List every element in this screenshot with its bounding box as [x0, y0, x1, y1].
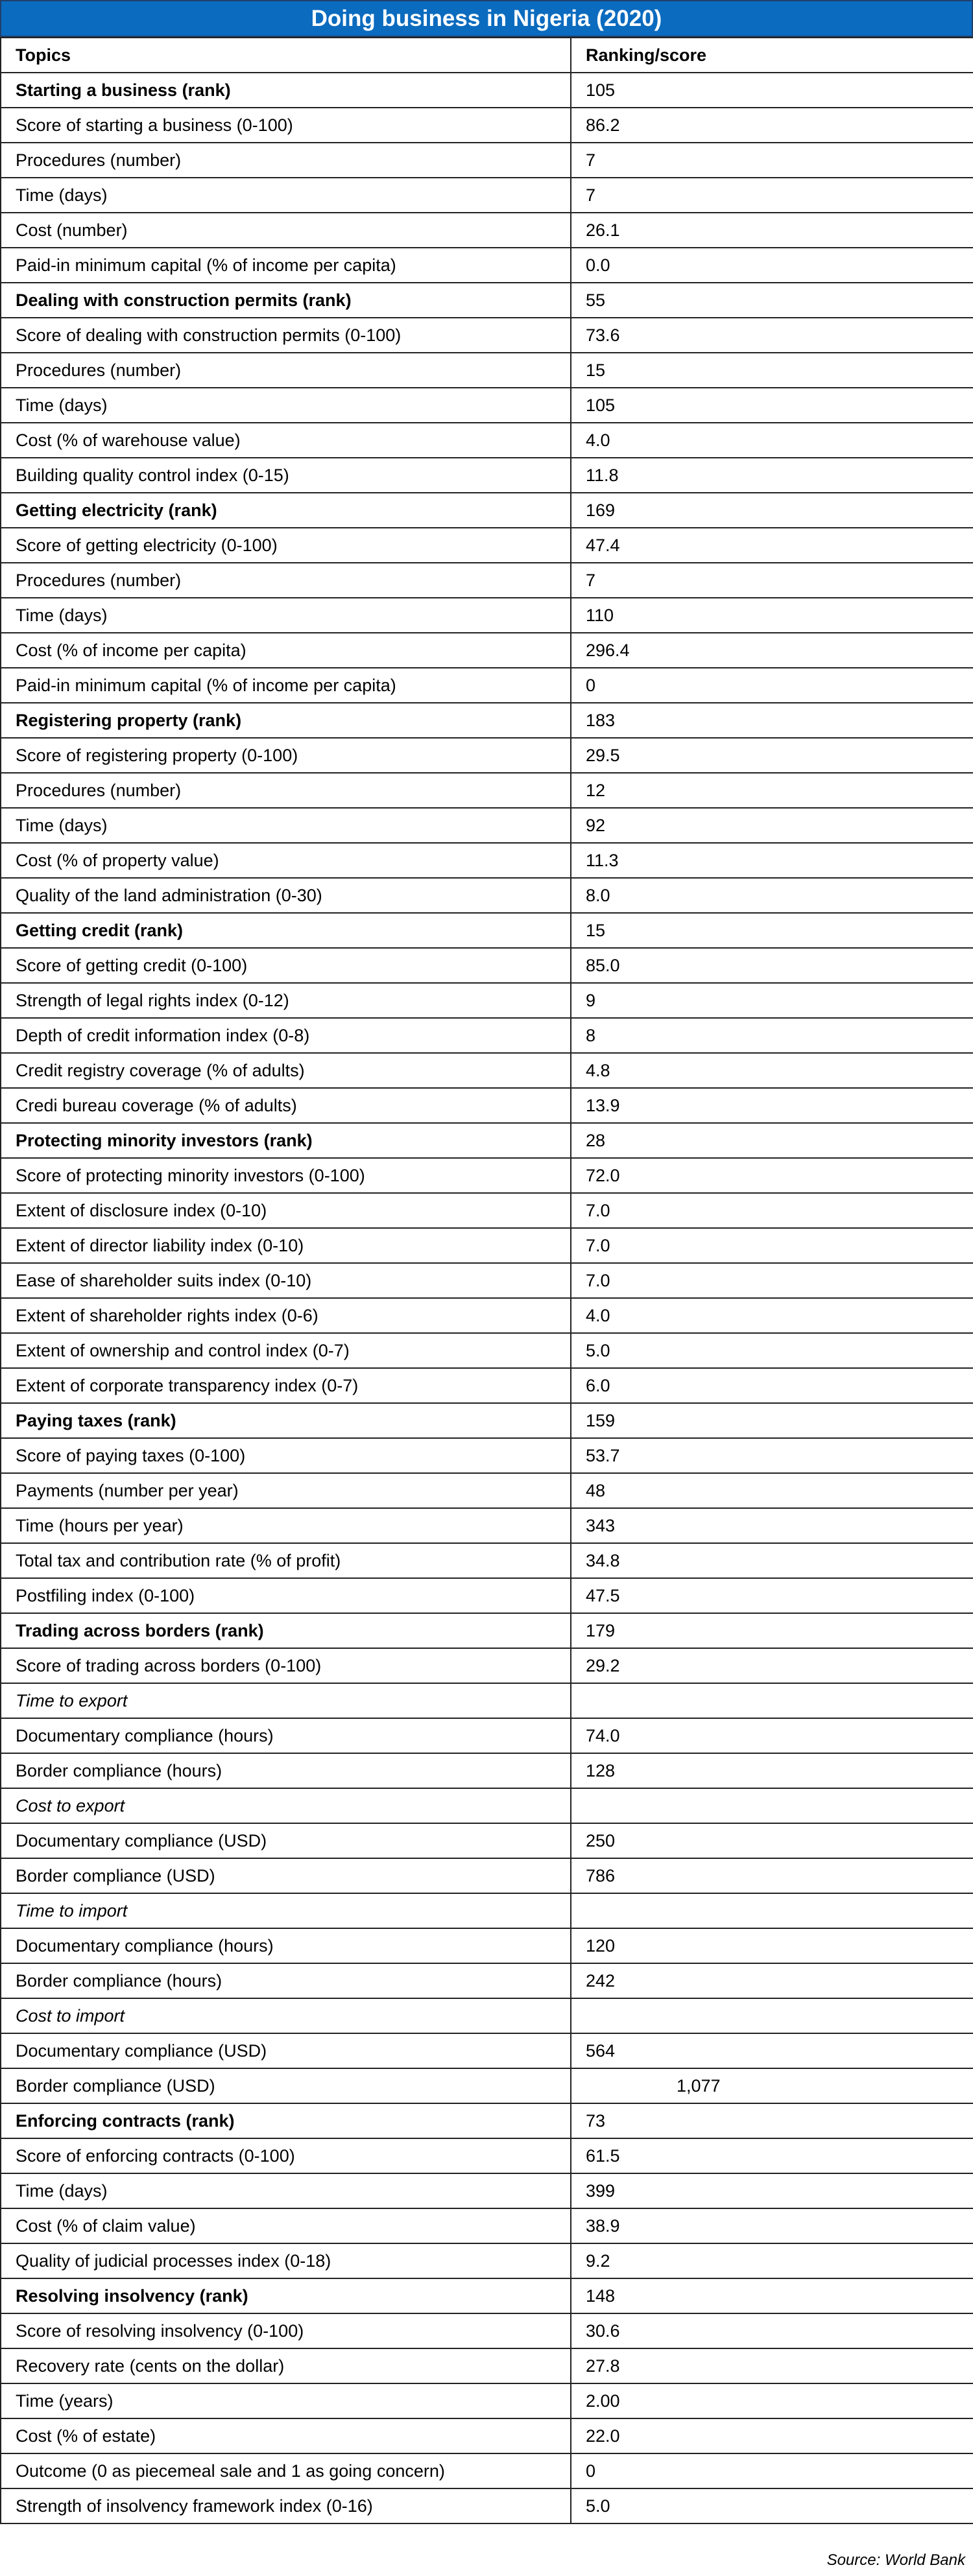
table-row [1, 248, 973, 283]
value-cell: 47.4 [571, 528, 973, 563]
value-cell: 179 [571, 1613, 973, 1648]
value-cell: 30.6 [571, 2313, 973, 2348]
value-cell: 183 [571, 703, 973, 738]
table-row [1, 2243, 973, 2278]
table-row-rank [1, 2278, 973, 2313]
header-ranking-score: Ranking/score [571, 38, 973, 73]
value-cell: 4.0 [571, 1298, 973, 1333]
table-row-subheading [1, 1683, 973, 1718]
topic-cell: Border compliance (hours) [1, 1963, 571, 1998]
value-cell: 105 [571, 388, 973, 423]
table-row [1, 388, 973, 423]
table-row-rank [1, 703, 973, 738]
table-row [1, 1368, 973, 1403]
topic-cell: Score of registering property (0-100) [1, 738, 571, 773]
value-cell: 4.8 [571, 1053, 973, 1088]
topic-cell: Score of dealing with construction permits (0-100) [1, 318, 571, 353]
value-cell: 5.0 [571, 1333, 973, 1368]
value-cell: 148 [571, 2278, 973, 2313]
table-row [1, 1193, 973, 1228]
topic-cell: Paying taxes (rank) [1, 1403, 571, 1438]
table-row [1, 2383, 973, 2418]
topic-cell: Ease of shareholder suits index (0-10) [1, 1263, 571, 1298]
topic-cell: Strength of insolvency framework index (0-16) [1, 2488, 571, 2523]
value-cell: 1,077 [571, 2068, 973, 2103]
table-row [1, 2068, 973, 2103]
topic-cell: Time (days) [1, 388, 571, 423]
value-cell: 7 [571, 178, 973, 213]
table-row [1, 808, 973, 843]
table-row [1, 1438, 973, 1473]
table-row [1, 2453, 973, 2488]
value-cell: 110 [571, 598, 973, 633]
value-cell: 6.0 [571, 1368, 973, 1403]
value-cell: 15 [571, 913, 973, 948]
topic-cell: Border compliance (hours) [1, 1753, 571, 1788]
table-row [1, 1753, 973, 1788]
table-row [1, 948, 973, 983]
value-cell: 61.5 [571, 2138, 973, 2173]
table-row [1, 1228, 973, 1263]
topic-cell: Outcome (0 as piecemeal sale and 1 as going concern) [1, 2453, 571, 2488]
value-cell: 26.1 [571, 213, 973, 248]
topic-cell: Score of getting credit (0-100) [1, 948, 571, 983]
topic-cell: Postfiling index (0-100) [1, 1578, 571, 1613]
value-cell: 105 [571, 73, 973, 108]
topic-cell: Border compliance (USD) [1, 1858, 571, 1893]
table-row [1, 108, 973, 143]
topic-cell: Getting credit (rank) [1, 913, 571, 948]
topic-cell: Extent of ownership and control index (0-7) [1, 1333, 571, 1368]
table-row [1, 633, 973, 668]
value-cell: 92 [571, 808, 973, 843]
table-row-subheading [1, 1893, 973, 1928]
topic-cell: Starting a business (rank) [1, 73, 571, 108]
topic-cell: Paid-in minimum capital (% of income per capita) [1, 668, 571, 703]
value-cell: 47.5 [571, 1578, 973, 1613]
table-row-rank [1, 1123, 973, 1158]
topic-cell: Cost (number) [1, 213, 571, 248]
table-row [1, 1858, 973, 1893]
header-topics: Topics [1, 38, 571, 73]
topic-cell: Time (days) [1, 598, 571, 633]
table-row [1, 2138, 973, 2173]
topic-cell: Score of resolving insolvency (0-100) [1, 2313, 571, 2348]
value-cell [571, 1998, 973, 2033]
topic-cell: Documentary compliance (hours) [1, 1718, 571, 1753]
table-row [1, 738, 973, 773]
value-cell: 22.0 [571, 2418, 973, 2453]
table-row [1, 2348, 973, 2383]
topic-cell: Score of getting electricity (0-100) [1, 528, 571, 563]
topic-cell: Score of trading across borders (0-100) [1, 1648, 571, 1683]
table-row [1, 143, 973, 178]
table-row [1, 878, 973, 913]
topic-cell: Protecting minority investors (rank) [1, 1123, 571, 1158]
value-cell: 85.0 [571, 948, 973, 983]
value-cell: 296.4 [571, 633, 973, 668]
topic-cell: Cost (% of claim value) [1, 2208, 571, 2243]
table-row-rank [1, 913, 973, 948]
value-cell: 72.0 [571, 1158, 973, 1193]
topic-cell: Time (days) [1, 178, 571, 213]
topic-cell: Quality of judicial processes index (0-18) [1, 2243, 571, 2278]
topic-cell: Credi bureau coverage (% of adults) [1, 1088, 571, 1123]
topic-cell: Documentary compliance (hours) [1, 1928, 571, 1963]
value-cell: 7.0 [571, 1228, 973, 1263]
topic-cell: Enforcing contracts (rank) [1, 2103, 571, 2138]
value-cell: 48 [571, 1473, 973, 1508]
topic-cell: Time to import [1, 1893, 571, 1928]
topic-cell: Getting electricity (rank) [1, 493, 571, 528]
topic-cell: Cost to import [1, 1998, 571, 2033]
value-cell: 15 [571, 353, 973, 388]
value-cell: 2.00 [571, 2383, 973, 2418]
table-row [1, 598, 973, 633]
table-row-rank [1, 1403, 973, 1438]
topic-cell: Credit registry coverage (% of adults) [1, 1053, 571, 1088]
topic-cell: Resolving insolvency (rank) [1, 2278, 571, 2313]
value-cell: 8.0 [571, 878, 973, 913]
topic-cell: Building quality control index (0-15) [1, 458, 571, 493]
value-cell: 169 [571, 493, 973, 528]
value-cell: 786 [571, 1858, 973, 1893]
topic-cell: Time to export [1, 1683, 571, 1718]
value-cell: 27.8 [571, 2348, 973, 2383]
topic-cell: Payments (number per year) [1, 1473, 571, 1508]
table-row [1, 1508, 973, 1543]
table-title: Doing business in Nigeria (2020) [0, 0, 973, 37]
topic-cell: Documentary compliance (USD) [1, 2033, 571, 2068]
topic-cell: Border compliance (USD) [1, 2068, 571, 2103]
value-cell [571, 1683, 973, 1718]
table-row [1, 318, 973, 353]
value-cell: 73 [571, 2103, 973, 2138]
topic-cell: Time (days) [1, 808, 571, 843]
table-row [1, 1543, 973, 1578]
value-cell: 86.2 [571, 108, 973, 143]
topic-cell: Procedures (number) [1, 563, 571, 598]
table-row [1, 1263, 973, 1298]
table-row [1, 528, 973, 563]
table-row [1, 983, 973, 1018]
value-cell: 8 [571, 1018, 973, 1053]
value-cell: 29.2 [571, 1648, 973, 1683]
table-row [1, 1648, 973, 1683]
topic-cell: Cost (% of property value) [1, 843, 571, 878]
value-cell: 9.2 [571, 2243, 973, 2278]
value-cell: 0 [571, 668, 973, 703]
table-row [1, 458, 973, 493]
value-cell: 7.0 [571, 1193, 973, 1228]
topic-cell: Cost to export [1, 1788, 571, 1823]
topic-cell: Strength of legal rights index (0-12) [1, 983, 571, 1018]
table-row [1, 1473, 973, 1508]
table-row [1, 2173, 973, 2208]
topic-cell: Extent of director liability index (0-10) [1, 1228, 571, 1263]
table-row [1, 1578, 973, 1613]
value-cell: 38.9 [571, 2208, 973, 2243]
table-row [1, 2033, 973, 2068]
value-cell: 11.8 [571, 458, 973, 493]
value-cell: 0 [571, 2453, 973, 2488]
topic-cell: Registering property (rank) [1, 703, 571, 738]
topic-cell: Time (days) [1, 2173, 571, 2208]
table-row [1, 353, 973, 388]
value-cell: 0.0 [571, 248, 973, 283]
topic-cell: Paid-in minimum capital (% of income per capita) [1, 248, 571, 283]
topic-cell: Cost (% of income per capita) [1, 633, 571, 668]
table-row-rank [1, 1613, 973, 1648]
table-row [1, 668, 973, 703]
value-cell: 4.0 [571, 423, 973, 458]
table-row [1, 2418, 973, 2453]
topic-cell: Procedures (number) [1, 773, 571, 808]
topic-cell: Score of protecting minority investors (0-100) [1, 1158, 571, 1193]
value-cell: 74.0 [571, 1718, 973, 1753]
table-row [1, 1018, 973, 1053]
value-cell: 13.9 [571, 1088, 973, 1123]
value-cell: 12 [571, 773, 973, 808]
topic-cell: Trading across borders (rank) [1, 1613, 571, 1648]
table-row-rank [1, 493, 973, 528]
topic-cell: Time (years) [1, 2383, 571, 2418]
table-header-row [1, 38, 973, 73]
table-body [1, 38, 973, 2523]
value-cell: 9 [571, 983, 973, 1018]
value-cell: 7 [571, 563, 973, 598]
table-row [1, 423, 973, 458]
table-row [1, 1053, 973, 1088]
value-cell: 34.8 [571, 1543, 973, 1578]
topic-cell: Score of enforcing contracts (0-100) [1, 2138, 571, 2173]
topic-cell: Cost (% of warehouse value) [1, 423, 571, 458]
topic-cell: Procedures (number) [1, 353, 571, 388]
table-row [1, 843, 973, 878]
topic-cell: Cost (% of estate) [1, 2418, 571, 2453]
topic-cell: Recovery rate (cents on the dollar) [1, 2348, 571, 2383]
value-cell: 7 [571, 143, 973, 178]
table-row [1, 1718, 973, 1753]
table-row [1, 2313, 973, 2348]
topic-cell: Time (hours per year) [1, 1508, 571, 1543]
value-cell [571, 1788, 973, 1823]
value-cell: 564 [571, 2033, 973, 2068]
value-cell: 343 [571, 1508, 973, 1543]
value-cell: 128 [571, 1753, 973, 1788]
topic-cell: Total tax and contribution rate (% of profit) [1, 1543, 571, 1578]
topic-cell: Extent of shareholder rights index (0-6) [1, 1298, 571, 1333]
table-row [1, 178, 973, 213]
value-cell: 250 [571, 1823, 973, 1858]
source-note: Source: World Bank [826, 2551, 965, 2569]
data-table [0, 37, 973, 2524]
value-cell: 73.6 [571, 318, 973, 353]
topic-cell: Score of paying taxes (0-100) [1, 1438, 571, 1473]
table-row [1, 213, 973, 248]
topic-cell: Extent of corporate transparency index (0-7) [1, 1368, 571, 1403]
topic-cell: Quality of the land administration (0-30) [1, 878, 571, 913]
table-row [1, 2488, 973, 2523]
table-row-subheading [1, 1788, 973, 1823]
table-row [1, 1333, 973, 1368]
table-row [1, 1298, 973, 1333]
value-cell: 7.0 [571, 1263, 973, 1298]
table-row-rank [1, 73, 973, 108]
value-cell [571, 1893, 973, 1928]
value-cell: 11.3 [571, 843, 973, 878]
table-row [1, 2208, 973, 2243]
value-cell: 29.5 [571, 738, 973, 773]
table-row [1, 1088, 973, 1123]
table-row [1, 1963, 973, 1998]
table-row [1, 1158, 973, 1193]
value-cell: 55 [571, 283, 973, 318]
topic-cell: Depth of credit information index (0-8) [1, 1018, 571, 1053]
topic-cell: Dealing with construction permits (rank) [1, 283, 571, 318]
table-row-subheading [1, 1998, 973, 2033]
value-cell: 399 [571, 2173, 973, 2208]
value-cell: 5.0 [571, 2488, 973, 2523]
table-row [1, 563, 973, 598]
topic-cell: Documentary compliance (USD) [1, 1823, 571, 1858]
value-cell: 28 [571, 1123, 973, 1158]
table-row [1, 773, 973, 808]
topic-cell: Score of starting a business (0-100) [1, 108, 571, 143]
value-cell: 159 [571, 1403, 973, 1438]
table-row-rank [1, 2103, 973, 2138]
table-row-rank [1, 283, 973, 318]
value-cell: 53.7 [571, 1438, 973, 1473]
table-row [1, 1823, 973, 1858]
value-cell: 120 [571, 1928, 973, 1963]
table-row [1, 1928, 973, 1963]
value-cell: 242 [571, 1963, 973, 1998]
topic-cell: Extent of disclosure index (0-10) [1, 1193, 571, 1228]
topic-cell: Procedures (number) [1, 143, 571, 178]
